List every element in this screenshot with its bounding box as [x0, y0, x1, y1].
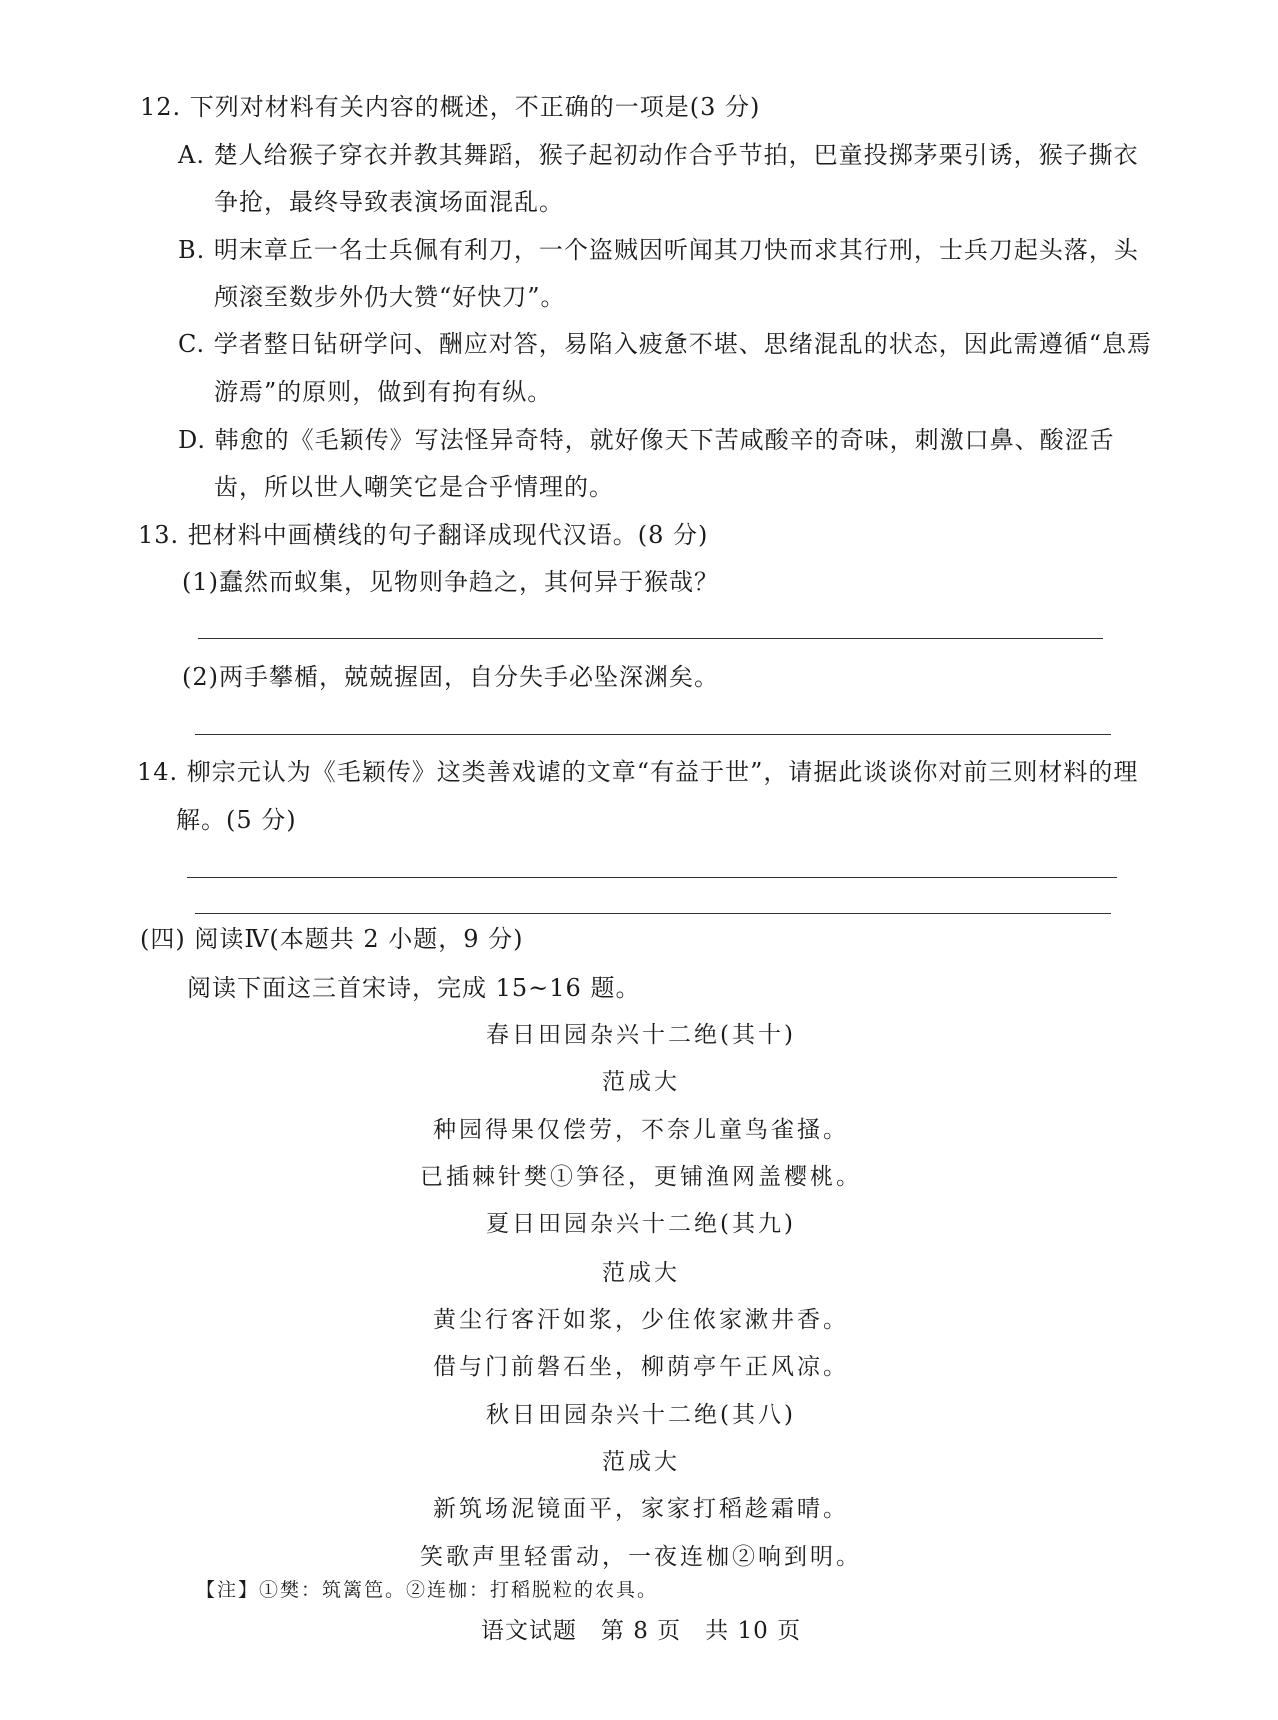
section-instruction: 阅读下面这三首宋诗，完成 15~16 题。: [187, 974, 641, 1002]
poem-author: 范成大: [602, 1449, 680, 1475]
poem-title: 春日田园杂兴十二绝(其十): [486, 1022, 796, 1048]
poem-line: 黄尘行客汗如浆，少住侬家漱井香。: [433, 1307, 849, 1333]
q13-sub2: (2)两手攀楯，兢兢握固，自分失手必坠深渊矣。: [182, 663, 719, 691]
section-heading: (四) 阅读Ⅳ(本题共 2 小题，9 分): [140, 925, 524, 953]
poem-author: 范成大: [602, 1069, 680, 1095]
answer-line: [195, 913, 1111, 914]
poem-line: 种园得果仅偿劳，不奈儿童鸟雀搔。: [433, 1117, 849, 1143]
page-footer: 语文试题 第 8 页 共 10 页: [480, 1618, 802, 1644]
poem-line: 借与门前磐石坐，柳荫亭午正风凉。: [433, 1354, 849, 1380]
q12-option-b-cont: 颅滚至数步外仍大赞“好快刀”。: [214, 283, 566, 311]
annotation-note: 【注】①樊：筑篱笆。②连枷：打稻脱粒的农具。: [196, 1579, 659, 1601]
q12-option-b: B. 明末章丘一名士兵佩有利刀，一个盗贼因听闻其刀快而求其行刑，士兵刀起头落，头: [178, 236, 1139, 264]
q12-option-c-cont: 游焉”的原则，做到有拘有纵。: [214, 378, 553, 406]
q14-stem: 14. 柳宗元认为《毛颖传》这类善戏谑的文章“有益于世”，请据此谈谈你对前三则材料的理: [137, 758, 1139, 786]
q12-stem: 12. 下列对材料有关内容的概述，不正确的一项是(3 分): [140, 93, 761, 121]
q12-option-a: A. 楚人给猴子穿衣并教其舞蹈，猴子起初动作合乎节拍，巴童投掷茅栗引诱，猴子撕衣: [178, 141, 1139, 169]
answer-line: [195, 734, 1111, 735]
answer-line: [198, 638, 1103, 639]
q12-option-d-cont: 齿，所以世人嘲笑它是合乎情理的。: [214, 473, 614, 501]
poem-author: 范成大: [602, 1260, 680, 1286]
answer-line: [187, 877, 1117, 878]
poem-line: 新筑场泥镜面平，家家打稻趁霜晴。: [433, 1496, 849, 1522]
poem-title: 夏日田园杂兴十二绝(其九): [486, 1211, 796, 1237]
poem-line: 已插棘针樊①笋径，更铺渔网盖樱桃。: [420, 1164, 862, 1190]
q13-sub1: (1)蠢然而蚁集，见物则争趋之，其何异于猴哉？: [182, 568, 719, 596]
q13-stem: 13. 把材料中画横线的句子翻译成现代汉语。(8 分): [138, 521, 709, 549]
poem-title: 秋日田园杂兴十二绝(其八): [486, 1402, 796, 1428]
poem-line: 笑歌声里轻雷动，一夜连枷②响到明。: [420, 1544, 862, 1570]
q12-option-a-cont: 争抢，最终导致表演场面混乱。: [214, 188, 564, 216]
q14-stem-cont: 解。(5 分): [176, 806, 297, 834]
q12-option-c: C. 学者整日钻研学问、酬应对答，易陷入疲惫不堪、思绪混乱的状态，因此需遵循“息焉: [178, 330, 1153, 358]
q12-option-d: D. 韩愈的《毛颖传》写法怪异奇特，就好像天下苦咸酸辛的奇味，刺激口鼻、酸涩舌: [178, 426, 1115, 454]
